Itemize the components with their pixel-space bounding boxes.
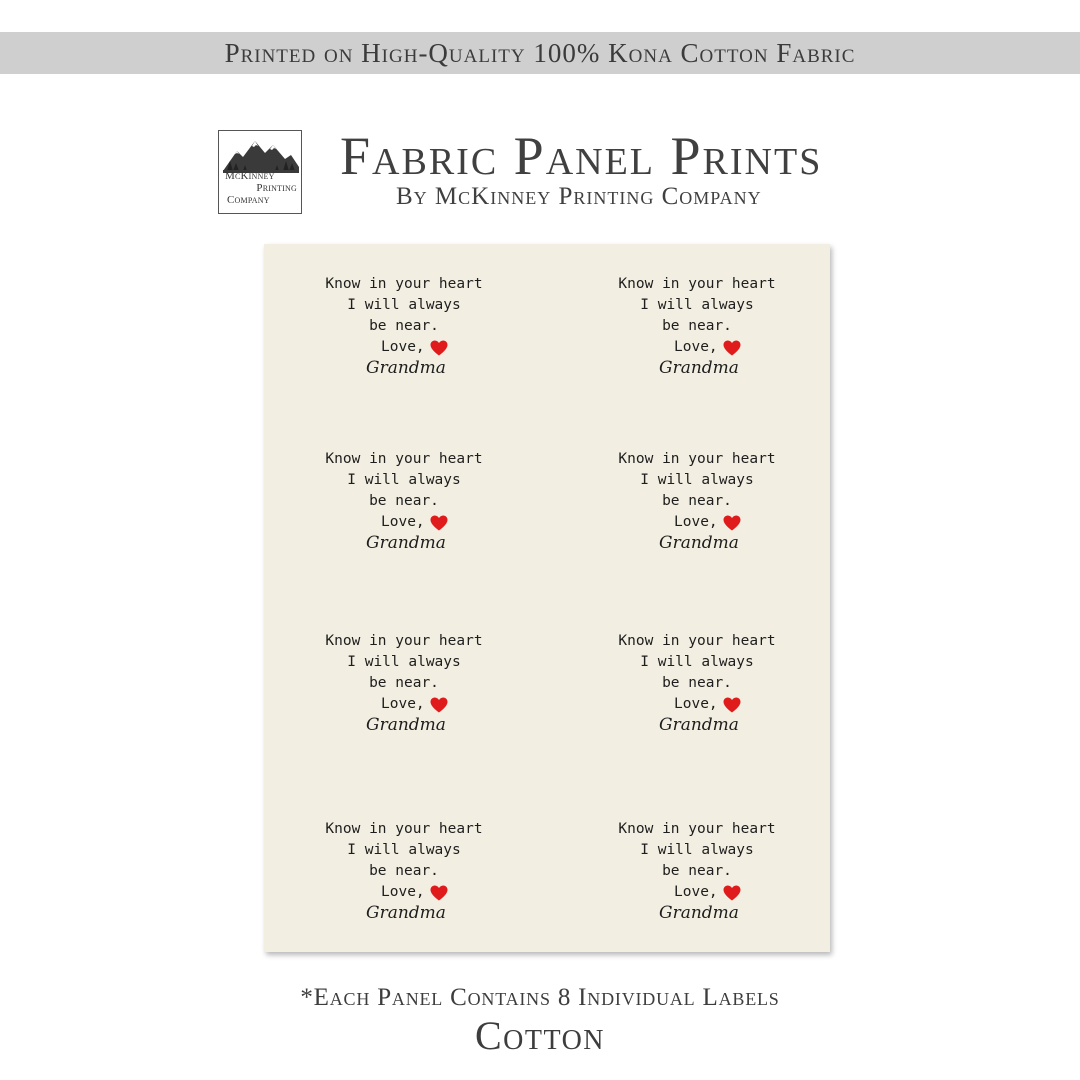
label-line-4: Love, — [381, 696, 425, 712]
label-line-2: I will always — [640, 842, 754, 858]
logo-line-1: McKinney — [225, 170, 275, 182]
label-signature: Grandma — [366, 715, 446, 735]
label-line-4: Love, — [674, 884, 718, 900]
fabric-label — [324, 274, 544, 404]
label-signature: Grandma — [366, 903, 446, 923]
label-line-1: Know in your heart — [325, 276, 483, 292]
heart-icon — [723, 697, 741, 713]
company-logo — [218, 130, 302, 214]
label-line-3: be near. — [369, 863, 439, 879]
label-line-4: Love, — [674, 696, 718, 712]
heart-icon — [723, 340, 741, 356]
label-line-4: Love, — [674, 339, 718, 355]
page-title: Fabric Panel Prints — [340, 126, 823, 186]
label-line-1: Know in your heart — [618, 821, 776, 837]
top-banner — [0, 32, 1080, 74]
fabric-panel — [264, 244, 830, 952]
label-line-2: I will always — [347, 842, 461, 858]
heart-icon — [723, 885, 741, 901]
label-line-1: Know in your heart — [325, 451, 483, 467]
label-line-2: I will always — [347, 297, 461, 313]
banner-text: Printed on High-Quality 100% Kona Cotton Fabric — [224, 37, 856, 68]
label-signature: Grandma — [366, 358, 446, 378]
label-line-2: I will always — [347, 472, 461, 488]
material-label: Cotton — [474, 1013, 606, 1058]
page-subtitle: By McKinney Printing Company — [396, 183, 762, 210]
fabric-label — [324, 631, 544, 761]
label-line-1: Know in your heart — [618, 276, 776, 292]
fabric-label — [617, 274, 837, 404]
logo-line-3: Company — [227, 194, 270, 206]
label-signature: Grandma — [659, 715, 739, 735]
label-line-4: Love, — [381, 339, 425, 355]
heart-icon — [430, 340, 448, 356]
label-line-3: be near. — [662, 675, 732, 691]
logo-line-2: Printing — [256, 182, 297, 194]
fabric-label — [617, 631, 837, 761]
label-line-3: be near. — [662, 863, 732, 879]
heart-icon — [430, 885, 448, 901]
label-line-3: be near. — [369, 318, 439, 334]
panel-note: *Each Panel Contains 8 Individual Labels — [300, 984, 780, 1011]
label-line-1: Know in your heart — [618, 451, 776, 467]
label-line-3: be near. — [662, 318, 732, 334]
label-line-4: Love, — [381, 884, 425, 900]
label-line-2: I will always — [347, 654, 461, 670]
label-line-4: Love, — [381, 514, 425, 530]
label-line-2: I will always — [640, 472, 754, 488]
mountain-logo-icon — [223, 137, 299, 173]
fabric-label — [617, 449, 837, 579]
label-line-1: Know in your heart — [618, 633, 776, 649]
heart-icon — [430, 697, 448, 713]
heart-icon — [430, 515, 448, 531]
label-line-1: Know in your heart — [325, 821, 483, 837]
fabric-label — [324, 819, 544, 949]
label-line-2: I will always — [640, 654, 754, 670]
label-signature: Grandma — [659, 903, 739, 923]
heart-icon — [723, 515, 741, 531]
label-line-3: be near. — [369, 675, 439, 691]
label-signature: Grandma — [659, 358, 739, 378]
label-line-2: I will always — [640, 297, 754, 313]
label-line-3: be near. — [369, 493, 439, 509]
label-line-4: Love, — [674, 514, 718, 530]
label-line-3: be near. — [662, 493, 732, 509]
label-signature: Grandma — [659, 533, 739, 553]
label-line-1: Know in your heart — [325, 633, 483, 649]
fabric-label — [324, 449, 544, 579]
label-signature: Grandma — [366, 533, 446, 553]
fabric-label — [617, 819, 837, 949]
